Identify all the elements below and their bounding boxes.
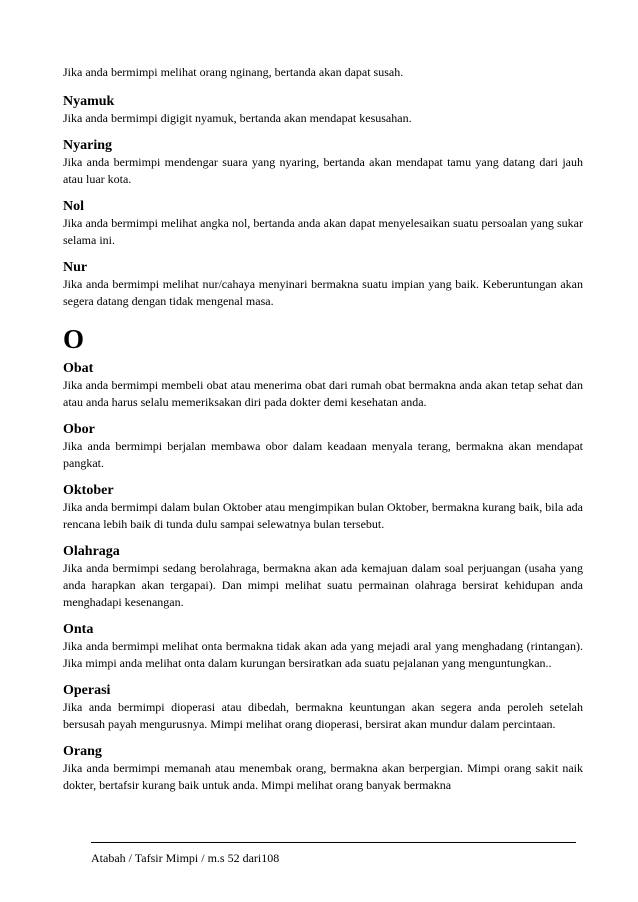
dictionary-entry xyxy=(63,743,583,794)
entry-description: Jika anda bermimpi dioperasi atau dibedah, bermakna keuntungan akan segera anda peroleh setelah bersusah payah mengurusnya. Mimpi melihat orang dioperasi, bersirat akan mundur dalam percintaan. xyxy=(63,700,583,731)
entry-term: Onta xyxy=(63,622,94,637)
dictionary-entry xyxy=(63,360,583,411)
footer-divider xyxy=(91,842,576,843)
entry-term: Operasi xyxy=(63,683,111,698)
document-page xyxy=(63,64,583,804)
entry-term: Nyamuk xyxy=(63,94,115,109)
intro-paragraph: Jika anda bermimpi melihat orang nginang, bertanda akan dapat susah. xyxy=(63,65,404,79)
entry-description: Jika anda bermimpi melihat angka nol, bertanda anda akan dapat menyelesaikan suatu persoalan yang sukar selama ini. xyxy=(63,216,583,247)
entry-term: Olahraga xyxy=(63,544,120,559)
entry-term: Obat xyxy=(63,361,94,376)
entry-description: Jika anda bermimpi membeli obat atau menerima obat dari rumah obat bermakna anda akan tetap sehat dan atau anda harus selalu memeriksakan diri pada dokter demi kesehatan anda. xyxy=(63,378,583,409)
entry-description: Jika anda bermimpi melihat nur/cahaya menyinari bermakna suatu impian yang baik. Keberuntungan akan segera datang dengan tidak mengenal masa. xyxy=(63,277,583,308)
dictionary-entry xyxy=(63,482,583,533)
entry-term: Nol xyxy=(63,199,84,214)
entry-description: Jika anda bermimpi digigit nyamuk, bertanda akan mendapat kesusahan. xyxy=(63,111,412,125)
entry-term: Orang xyxy=(63,744,102,759)
entry-term: Obor xyxy=(63,422,95,437)
dictionary-entry xyxy=(63,543,583,611)
dictionary-entry xyxy=(63,93,583,127)
entry-description: Jika anda bermimpi mendengar suara yang nyaring, bertanda akan mendapat tamu yang datang dari jauh atau luar kota. xyxy=(63,155,583,186)
entry-term: Nur xyxy=(63,260,88,275)
entry-description: Jika anda bermimpi memanah atau menembak orang, bermakna akan berpergian. Mimpi orang sakit naik dokter, bertafsir kurang baik untuk anda. Mimpi melihat orang banyak bermakna xyxy=(63,761,583,792)
section-letter-heading: O xyxy=(63,324,85,354)
dictionary-entry xyxy=(63,682,583,733)
dictionary-entry xyxy=(63,421,583,472)
entry-description: Jika anda bermimpi sedang berolahraga, bermakna akan ada kemajuan dalam soal perjuangan (usaha yang anda harapkan akan tergapai). Dan mimpi melihat suatu permainan olahraga bersirat kehidupan anda menghadapi kesenangan. xyxy=(63,561,583,609)
entry-description: Jika anda bermimpi dalam bulan Oktober atau mengimpikan bulan Oktober, bermakna kurang baik, bila ada rencana lebih baik di tunda dulu sampai selewatnya bulan tersebut. xyxy=(63,500,583,531)
entry-term: Nyaring xyxy=(63,138,112,153)
page-footer xyxy=(91,842,576,866)
dictionary-entry xyxy=(63,198,583,249)
footer-text: Atabah / Tafsir Mimpi / m.s 52 dari108 xyxy=(91,851,280,865)
dictionary-entry xyxy=(63,621,583,672)
entry-term: Oktober xyxy=(63,483,114,498)
dictionary-entry xyxy=(63,259,583,310)
entry-description: Jika anda bermimpi berjalan membawa obor dalam keadaan menyala terang, bermakna akan mendapat pangkat. xyxy=(63,439,583,470)
entry-description: Jika anda bermimpi melihat onta bermakna tidak akan ada yang mejadi aral yang menghadang (rintangan). Jika mimpi anda melihat onta dalam kurungan bersiratkan ada suatu pejalanan yang menguntungkan.. xyxy=(63,639,583,670)
dictionary-entry xyxy=(63,137,583,188)
